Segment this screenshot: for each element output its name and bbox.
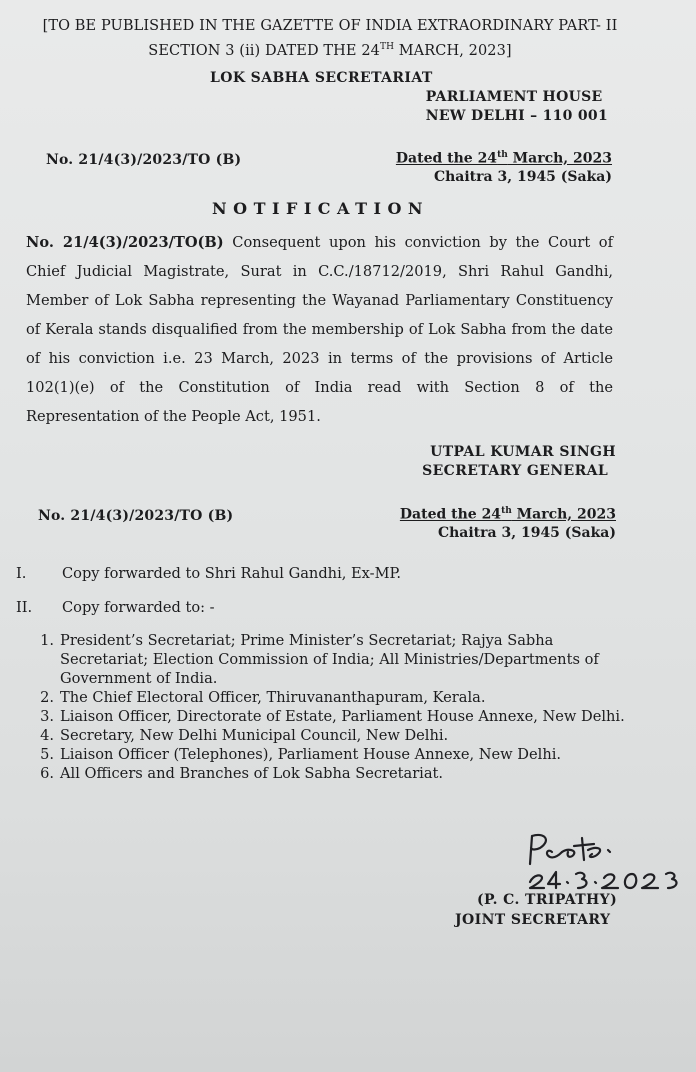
gazette-line-2-tail: MARCH, 2023]: [394, 42, 512, 59]
list-item-number: 1.: [40, 632, 54, 649]
notification-lead: No. 21/4(3)/2023/TO(B): [26, 234, 224, 251]
reference-number: No. 21/4(3)/2023/TO (B): [46, 152, 242, 168]
list-item: [30, 631, 625, 688]
list-item-number: 6.: [40, 765, 54, 782]
address-line-2: NEW DELHI – 110 001: [425, 108, 608, 124]
copy-2-roman: II.: [16, 599, 33, 616]
signatory-2-designation: JOINT SECRETARY: [455, 912, 611, 928]
list-item: [30, 726, 625, 745]
notification-body: [26, 228, 613, 431]
list-item-text: The Chief Electoral Officer, Thiruvananthapuram, Kerala.: [60, 689, 486, 706]
saka-date-2: Chaitra 3, 1945 (Saka): [437, 524, 616, 541]
list-item: [30, 764, 625, 783]
recipient-list: [30, 631, 625, 783]
address-line-1: PARLIAMENT HOUSE: [425, 89, 603, 105]
copy-line-2: [16, 599, 215, 616]
dated-text-2: Dated the 24: [399, 506, 502, 523]
notification-title: NOTIFICATION: [212, 199, 430, 218]
signatory-1: [422, 443, 616, 481]
dated-tail: March, 2023: [507, 150, 612, 167]
reference-number-2: No. 21/4(3)/2023/TO (B): [38, 508, 234, 524]
signatory-2: [455, 890, 618, 930]
list-item-text: Liaison Officer (Telephones), Parliament House Annexe, New Delhi.: [60, 746, 562, 763]
gazette-line-2: [30, 37, 630, 62]
dated-text: Dated the 24: [395, 150, 498, 167]
office-name: LOK SABHA SECRETARIAT: [210, 70, 433, 86]
dated-sup-2: th: [501, 506, 512, 516]
signatory-1-designation: SECRETARY GENERAL: [422, 463, 609, 479]
list-item: [30, 688, 625, 707]
notification-text: Consequent upon his conviction by the Court of Chief Judicial Magistrate, Surat in C.C./18712/2019, Shri Rahul Gandhi, Member of Lok Sabha representing the Wayanad Parliamentary Constituency of Kerala stands disqualified from the membership of Lok Sabha from the date of his conviction i.e. 23 March, 2023 in terms of the provisions of Article 102(1)(e) of the Constitution of India read with Section 8 of the Representation of the People Act, 1951.: [26, 234, 613, 425]
signatory-2-name: (P. C. TRIPATHY): [477, 892, 618, 908]
list-item-number: 3.: [40, 708, 54, 725]
gazette-line-2-sup: TH: [379, 42, 395, 52]
gazette-header: [30, 16, 630, 62]
gazette-line-1: [TO BE PUBLISHED IN THE GAZETTE OF INDIA EXTRAORDINARY PART- II: [42, 18, 618, 34]
copy-2-text: Copy forwarded to: -: [62, 599, 215, 616]
list-item: [30, 745, 625, 764]
dated-block-2: [400, 502, 616, 542]
dated-block: [396, 146, 612, 186]
list-item-number: 5.: [40, 746, 54, 763]
list-item-text: Secretary, New Delhi Municipal Council, New Delhi.: [60, 727, 449, 744]
dated-sup: th: [497, 150, 508, 160]
list-item: [30, 707, 625, 726]
handwritten-signature: [522, 830, 692, 892]
dated-line-2: [400, 502, 616, 524]
list-item-number: 2.: [40, 689, 54, 706]
saka-date: Chaitra 3, 1945 (Saka): [433, 168, 612, 185]
gazette-line-2-text: SECTION 3 (ii) DATED THE 24: [148, 42, 380, 59]
list-item-text: President’s Secretariat; Prime Minister’s Secretariat; Rajya Sabha Secretariat; Election Commission of India; All Ministries/Departments of Government of India.: [60, 632, 599, 687]
copy-line-1: [16, 565, 401, 582]
dated-tail-2: March, 2023: [511, 506, 616, 523]
copy-1-roman: I.: [16, 565, 27, 582]
copy-1-text: Copy forwarded to Shri Rahul Gandhi, Ex-MP.: [62, 565, 402, 582]
list-item-text: Liaison Officer, Directorate of Estate, Parliament House Annexe, New Delhi.: [60, 708, 625, 725]
list-item-number: 4.: [40, 727, 54, 744]
dated-line: [396, 146, 612, 168]
list-item-text: All Officers and Branches of Lok Sabha Secretariat.: [60, 765, 444, 782]
office-address: [426, 88, 608, 126]
signatory-1-name: UTPAL KUMAR SINGH: [430, 444, 616, 460]
